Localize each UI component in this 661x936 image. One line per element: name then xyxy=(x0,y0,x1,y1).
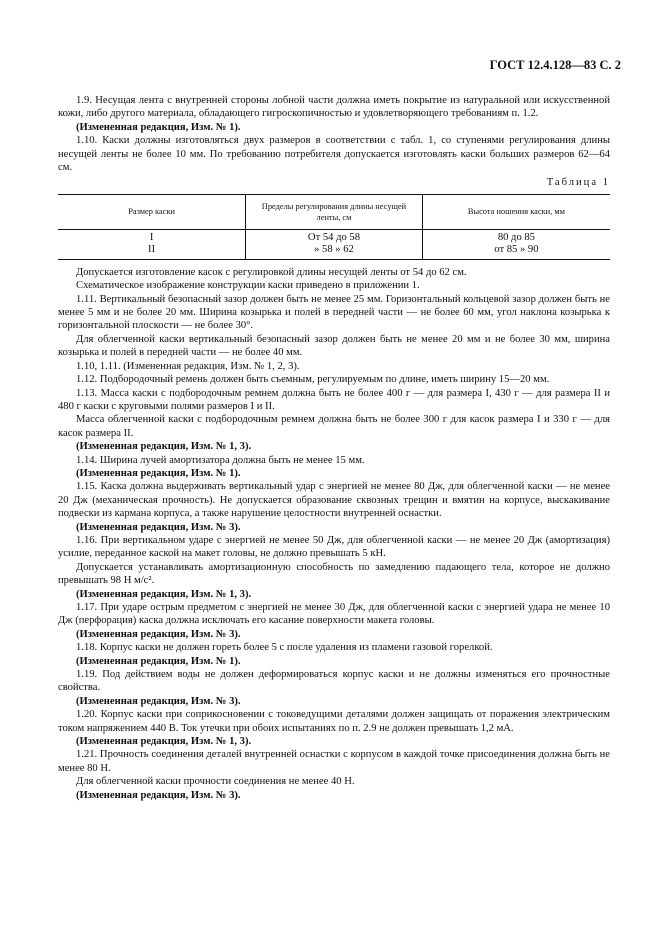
table-cell-value: » 58 » 62 xyxy=(314,244,354,256)
paragraphs-after xyxy=(58,266,610,802)
amendment-note: (Измененная редакция, Изм. № 3). xyxy=(76,521,241,533)
paragraph: Для облегченной каски вертикальный безопасный зазор должен быть не менее 20 мм и не более 30 мм, ширина козырька и полей в передней части — не более 40 мм. xyxy=(58,333,610,359)
paragraph: 1.17. При ударе острым предметом с энергией не менее 30 Дж, для облегченной каски с энергией удара не менее 10 Дж (перфорация) каска должна исключать его касание поверхности макета головы. xyxy=(58,602,610,627)
paragraph: 1.18. Корпус каски не должен гореть более 5 с после удаления из пламени газовой горелкой. xyxy=(76,642,493,654)
table-cell-value: I xyxy=(149,231,154,243)
table-cell xyxy=(422,229,610,259)
table-cell-value: от 85 » 90 xyxy=(494,244,539,256)
paragraphs-before xyxy=(58,94,610,174)
paragraph: 1.15. Каска должна выдерживать вертикальный удар с энергией не менее 80 Дж, для облегченной каски — не менее 20 Дж (механическая прочность). Не допускается образование сквозных трещин и вмятин на корпусе, выскакивание подвески из кармана корпуса, а также нарушение целостности внутренней оснастки. xyxy=(58,481,610,520)
table-cell xyxy=(246,229,423,259)
table-1 xyxy=(58,194,610,260)
table-cell-value: II xyxy=(148,244,156,256)
amendment-note: (Измененная редакция, Изм. № 3). xyxy=(76,695,241,707)
table-cell xyxy=(58,229,246,259)
paragraph: 1.20. Корпус каски при соприкосновении с токоведущими деталями должен защищать от поражения электрическим током напряжением 440 В. Ток утечки при обоих испытаниях по п. 2.9 не должен превышать 1,2 мА. xyxy=(58,709,610,734)
table-caption: Таблица 1 xyxy=(546,177,610,189)
table-cell-value: 80 до 85 xyxy=(497,231,535,243)
paragraph: Для облегченной каски прочности соединения не менее 40 Н. xyxy=(76,776,355,788)
table-header-cell: Размер каски xyxy=(58,194,246,229)
amendment-note: (Измененная редакция, Изм. № 1, 3). xyxy=(76,441,252,453)
table-header-row xyxy=(58,194,610,229)
table-header-cell: Высота ношения каски, мм xyxy=(422,194,610,229)
paragraph: 1.12. Подбородочный ремень должен быть съемным, регулируемым по длине, иметь ширину 15—20 мм. xyxy=(76,374,550,386)
paragraph: 1.14. Ширина лучей амортизатора должна быть не менее 15 мм. xyxy=(76,454,365,466)
paragraph: 1.10. Каски должны изготовляться двух размеров в соответствии с табл. 1, со ступенями регулирования длины несущей ленты не более 10 мм. По требованию потребителя допускается изготовлять каски больших размеров 62—64 см. xyxy=(58,135,610,174)
table-header-cell: Пределы регулирования длины несущей ленты, см xyxy=(246,194,423,229)
amendment-note: (Измененная редакция, Изм. № 1, 3). xyxy=(76,736,252,748)
paragraph: Масса облегченной каски с подбородочным ремнем должна быть не более 300 г для касок размера I и 330 г — для касок размера II. xyxy=(58,414,610,439)
paragraph: 1.13. Масса каски с подбородочным ремнем должна быть не более 400 г — для размера I, 430 г — для размера II и 480 г каски с круговыми полями размеров I и II. xyxy=(58,387,610,412)
amendment-note: (Измененная редакция, Изм. № 1). xyxy=(76,121,241,133)
amendment-note: (Измененная редакция, Изм. № 1, 3). xyxy=(76,588,252,600)
amendment-note: (Измененная редакция, Изм. № 3). xyxy=(76,628,241,640)
table-row xyxy=(58,229,610,259)
paragraph: 1.21. Прочность соединения деталей внутренней оснастки с корпусом в каждой точке присоединения должна быть не менее 80 Н. xyxy=(58,749,610,774)
amendment-note: (Измененная редакция, Изм. № 3). xyxy=(76,789,241,801)
amendment-note: (Измененная редакция, Изм. № 1). xyxy=(76,655,241,667)
paragraph: Допускается изготовление касок с регулировкой длины несущей ленты от 54 до 62 см. xyxy=(76,266,467,278)
paragraph: 1.10, 1.11. (Измененная редакция, Изм. № 1, 2, 3). xyxy=(76,360,300,372)
paragraph: 1.16. При вертикальном ударе с энергией не менее 50 Дж, для облегченной каски — не менее 20 Дж (амортизация) усилие, переданное каской на макет головы, не должно превышать 5 кН. xyxy=(58,534,610,560)
paragraph: 1.11. Вертикальный безопасный зазор должен быть не менее 25 мм. Горизонтальный кольцевой зазор должен быть не менее 5 мм и не более 20 мм. Ширина козырька и полей в передней части — не более 60 мм, угол наклона козырька к горизонтальной плоскости — не более 30°. xyxy=(58,293,610,332)
paragraph: Схематическое изображение конструкции каски приведено в приложении 1. xyxy=(76,280,420,292)
paragraph: 1.9. Несущая лента с внутренней стороны лобной части должна иметь покрытие из натуральной или искусственной кожи, либо другого материала, обладающего гигроскопичностью и удовлетворяющего требованиям п. 1.2. xyxy=(58,95,610,120)
page-header: ГОСТ 12.4.128—83 С. 2 xyxy=(489,58,621,72)
paragraph: Допускается устанавливать амортизационную способность по замедлению падающего тела, которое не должно превышать 98 Н м/с². xyxy=(58,561,610,587)
amendment-note: (Измененная редакция, Изм. № 1). xyxy=(76,467,241,479)
paragraph: 1.19. Под действием воды не должен деформироваться корпус каски и не должны изменяться его прочностные свойства. xyxy=(58,669,610,694)
table-cell-value: От 54 до 58 xyxy=(307,231,361,243)
document-body xyxy=(58,94,610,802)
